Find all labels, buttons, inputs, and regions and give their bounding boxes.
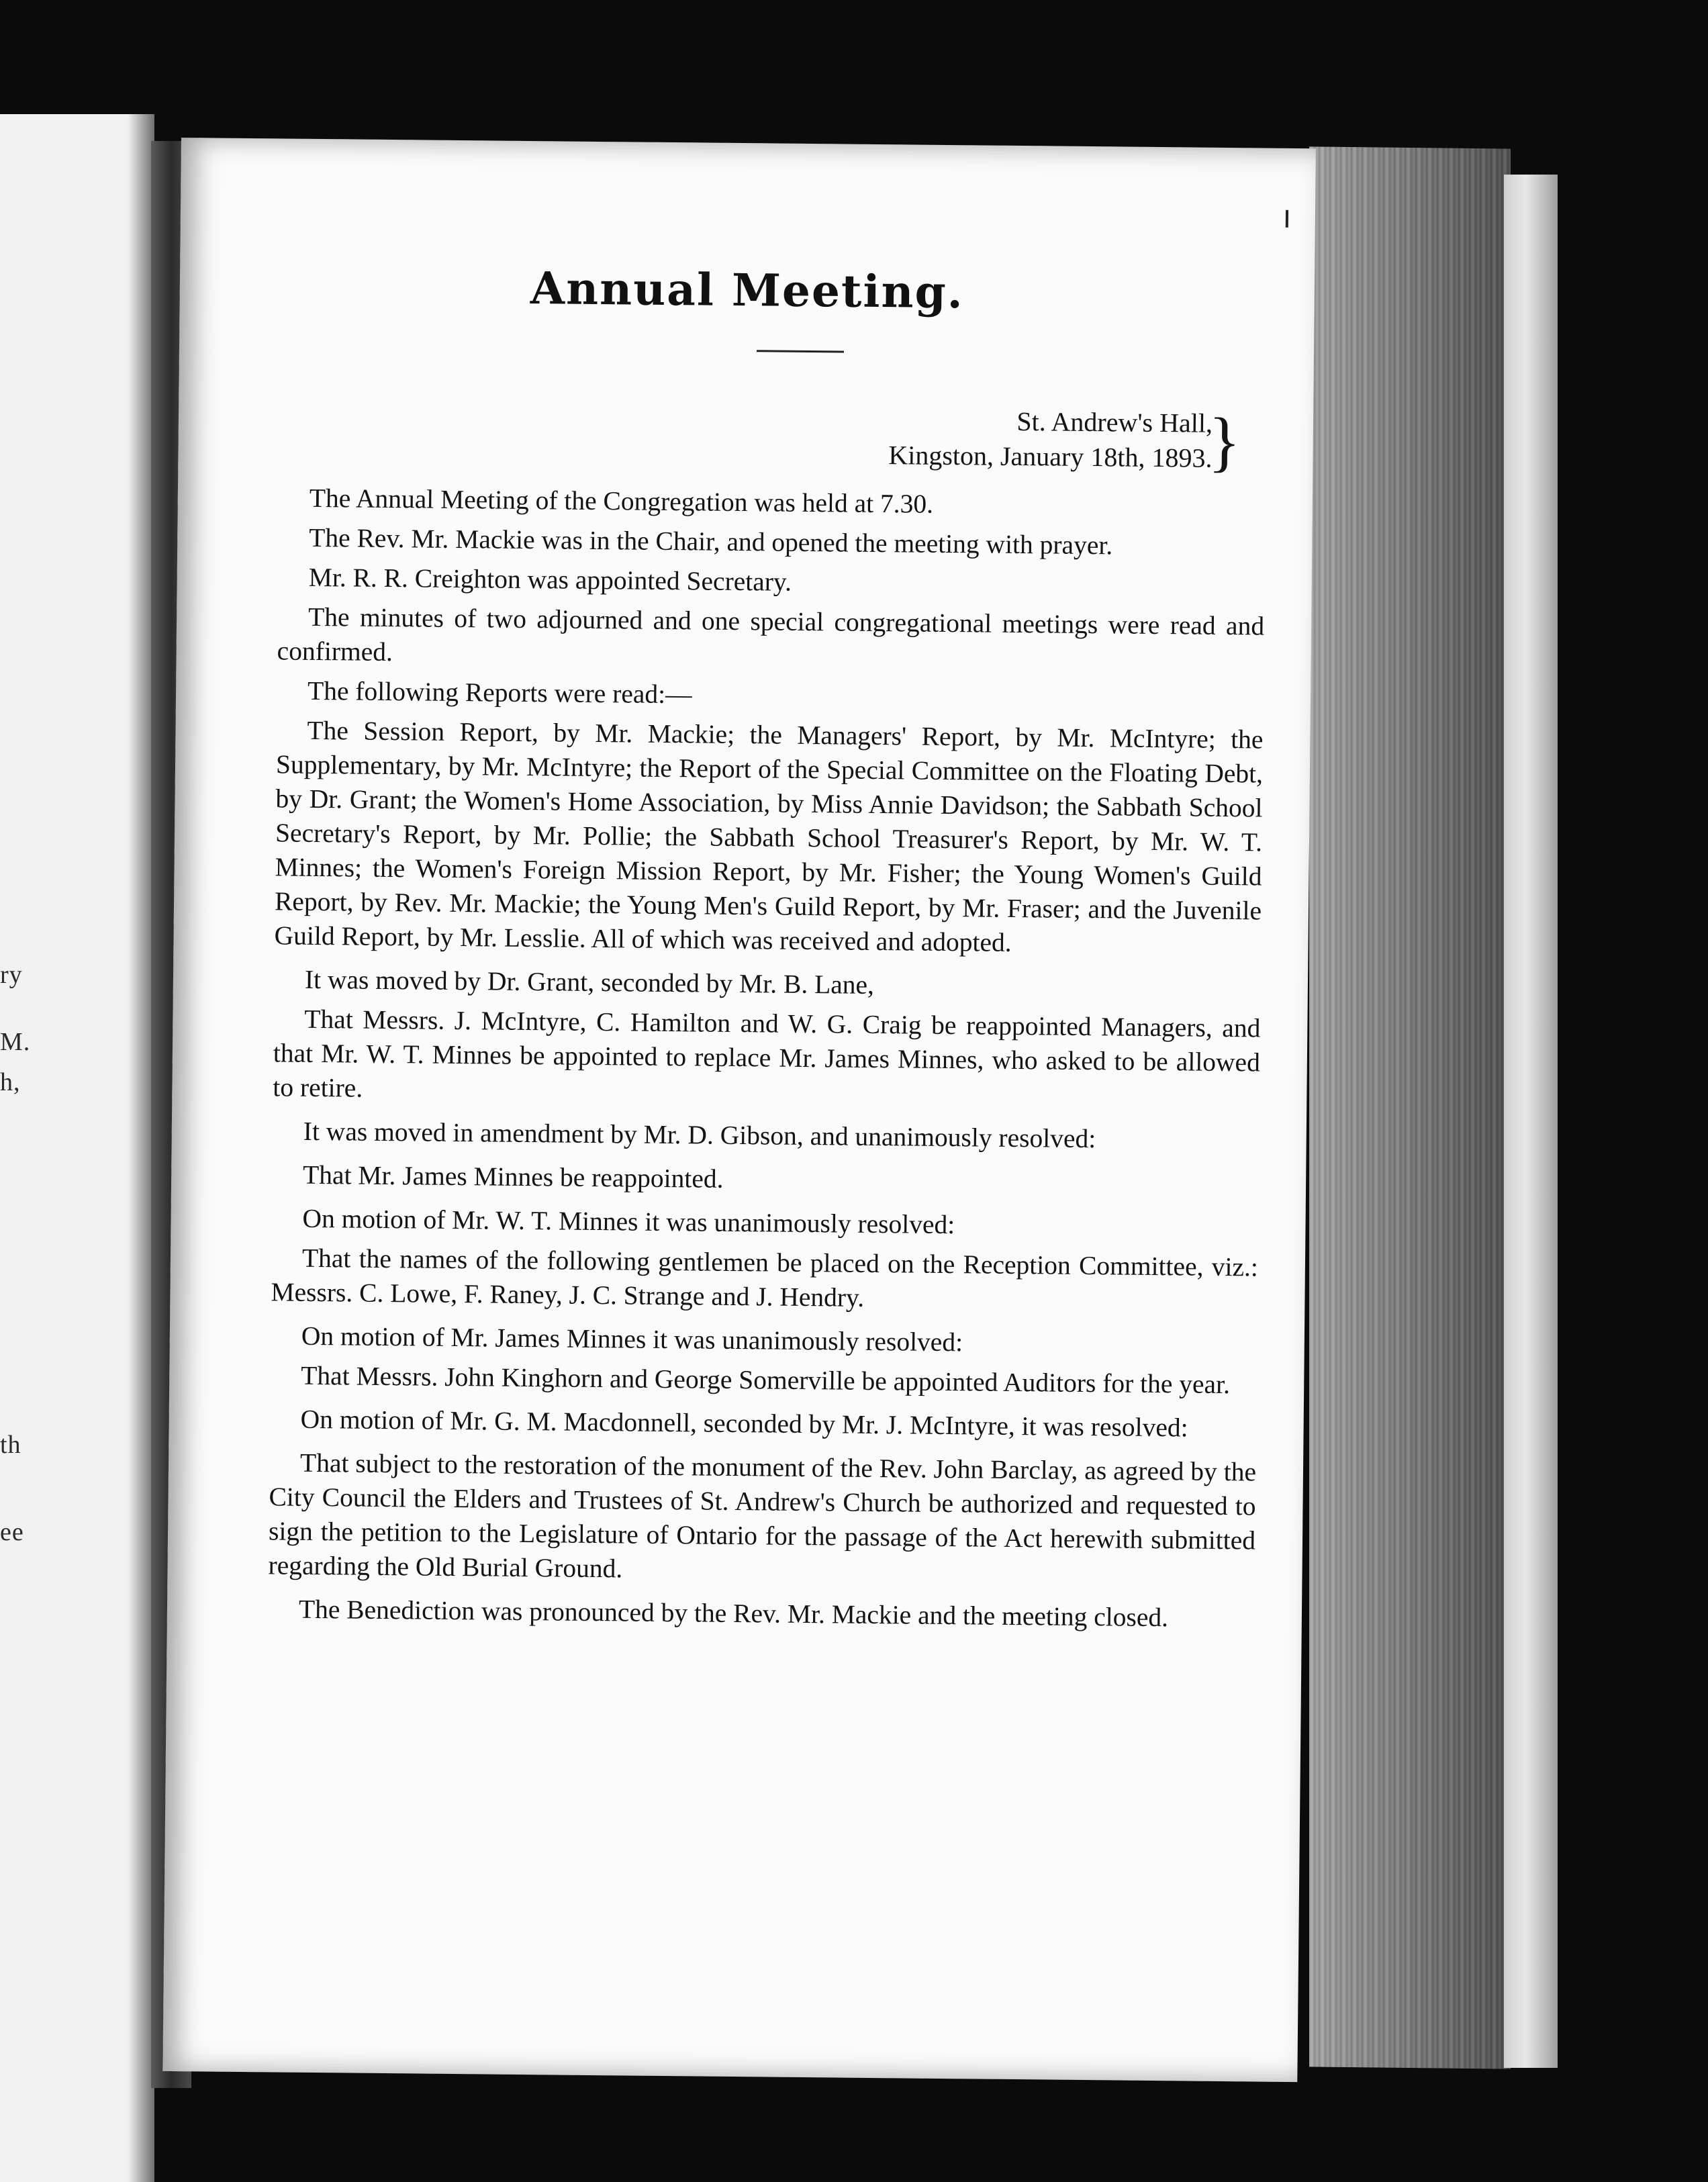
- left-page-fragment: ee: [0, 1518, 24, 1546]
- page-mark: [1286, 210, 1288, 228]
- page-title: Annual Meeting.: [530, 262, 965, 319]
- paragraph: That Mr. James Minnes be reappointed.: [302, 1159, 724, 1194]
- paragraph: That the names of the following gentlemen be placed on the Reception Committee, viz.: Messrs. C. Lowe, F. Raney, J. C. Strange and J. Hendry.: [271, 1243, 1259, 1313]
- paragraph: The Annual Meeting of the Congregation was held at 7.30.: [309, 483, 934, 519]
- brace-mark: }: [1208, 404, 1241, 479]
- left-page-fragment: h,: [0, 1068, 21, 1096]
- paragraph: It was moved by Dr. Grant, seconded by Mr. B. Lane,: [304, 964, 875, 1000]
- left-page-fragment: M.: [0, 1028, 31, 1056]
- paragraph: The following Reports were read:—: [307, 675, 692, 710]
- dateline-date: Kingston, January 18th, 1893.: [888, 440, 1213, 473]
- left-page-fragment: ry: [0, 961, 23, 989]
- paragraph: On motion of Mr. James Minnes it was unanimously resolved:: [301, 1321, 963, 1358]
- left-page-fragment: th: [0, 1431, 21, 1459]
- paragraph: The Benediction was pronounced by the Rev. Mr. Mackie and the meeting closed.: [298, 1594, 1169, 1633]
- dateline: [888, 403, 1213, 476]
- paragraph: Mr. R. R. Creighton was appointed Secretary.: [308, 562, 792, 597]
- page-edges: [1309, 146, 1511, 2069]
- paragraph: The Session Report, by Mr. Mackie; the Managers' Report, by Mr. McIntyre; the Supplementary, by Mr. McIntyre; the Report of the Special Committee on the Floating Debt, by Dr. Grant; the Women's Home Association, by Miss Annie Davidson; the Sabbath School Secretary's Report, by Mr. Pollie; the Sabbath School Treasurer's Report, by Mr. W. T. Minnes; the Women's Foreign Mission Report, by Mr. Fisher; the Young Women's Guild Report, by Rev. Mr. Mackie; the Young Men's Guild Report, by Mr. Fraser; and the Juvenile Guild Report, by Mr. Lesslie. All of which was received and adopted.: [274, 715, 1264, 957]
- paragraph: It was moved in amendment by Mr. D. Gibson, and unanimously resolved:: [303, 1116, 1096, 1154]
- paragraph: The minutes of two adjourned and one special congregational meetings were read and confirmed.: [277, 602, 1265, 667]
- paragraph: That Messrs. John Kinghorn and George Somerville be appointed Auditors for the year.: [301, 1360, 1231, 1400]
- title-rule: [757, 350, 844, 352]
- paragraph: That subject to the restoration of the monument of the Rev. John Barclay, as agreed by the City Council the Elders and Trustees of St. Andrew's Church be authorized and requested to sign the petition to the Legislature of Ontario for the passage of the Act herewith submitted regarding the Old Burial Ground.: [268, 1448, 1257, 1584]
- book-cover-edge: [1504, 175, 1558, 2068]
- document-page: [162, 138, 1316, 2082]
- paragraph: On motion of Mr. G. M. Macdonnell, seconded by Mr. J. McIntyre, it was resolved:: [300, 1404, 1188, 1443]
- dateline-place: St. Andrew's Hall,: [1016, 406, 1213, 438]
- paragraph: The Rev. Mr. Mackie was in the Chair, and opened the meeting with prayer.: [309, 522, 1113, 561]
- left-facing-page: [0, 114, 154, 2182]
- paragraph: On motion of Mr. W. T. Minnes it was unanimously resolved:: [302, 1203, 955, 1240]
- meeting-minutes: [268, 481, 1266, 1641]
- gutter-shadow: [128, 114, 154, 2182]
- paragraph: That Messrs. J. McIntyre, C. Hamilton and W. G. Craig be reappointed Managers, and that Mr. W. T. Minnes be appointed to replace Mr. James Minnes, who asked to be allowed to retire.: [273, 1004, 1261, 1103]
